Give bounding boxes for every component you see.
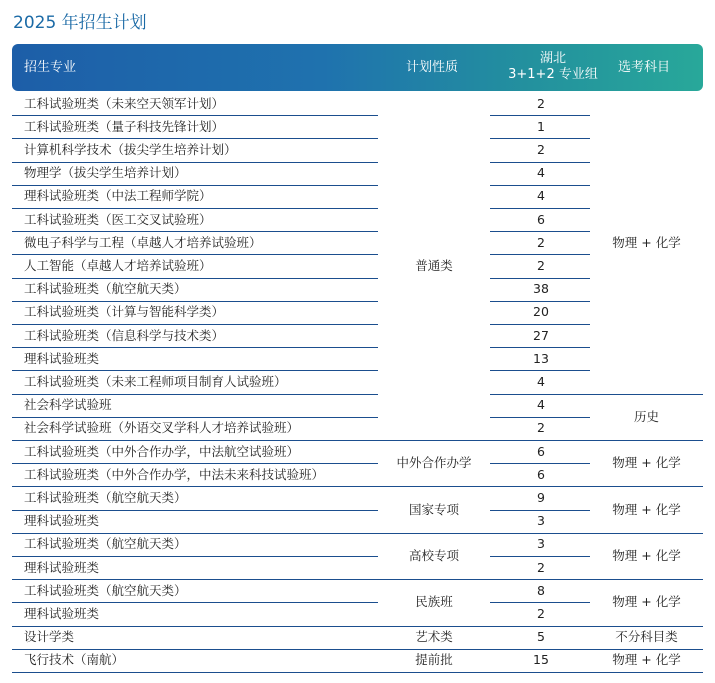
quota-count: 4 bbox=[537, 397, 545, 412]
row-divider bbox=[12, 417, 378, 418]
row-divider bbox=[12, 231, 378, 232]
row-divider bbox=[12, 185, 378, 186]
major-name: 理科试验班类 bbox=[24, 606, 100, 621]
subject-divider bbox=[590, 672, 703, 673]
major-name: 理科试验班类（中法工程师学院） bbox=[24, 188, 212, 203]
quota-count: 4 bbox=[537, 165, 545, 180]
subject-divider bbox=[590, 440, 703, 441]
quota-count: 6 bbox=[537, 212, 545, 227]
count-divider bbox=[490, 417, 590, 418]
count-divider bbox=[490, 649, 590, 650]
count-divider bbox=[490, 208, 590, 209]
quota-count: 3 bbox=[537, 536, 545, 551]
count-divider bbox=[490, 394, 590, 395]
header-major: 招生专业 bbox=[24, 60, 77, 75]
quota-count: 2 bbox=[537, 606, 545, 621]
row-divider bbox=[12, 486, 378, 487]
major-name: 工科试验班类（中外合作办学，中法航空试验班） bbox=[24, 444, 300, 459]
row-divider bbox=[12, 347, 378, 348]
count-divider bbox=[490, 579, 590, 580]
count-divider bbox=[490, 370, 590, 371]
required-subjects: 物理 + 化学 bbox=[612, 455, 681, 470]
major-name: 工科试验班类（量子科技先锋计划） bbox=[24, 119, 225, 134]
major-name: 工科试验班类（航空航天类） bbox=[24, 536, 187, 551]
row-divider bbox=[12, 440, 378, 441]
type-divider bbox=[378, 672, 490, 673]
quota-count: 15 bbox=[533, 652, 549, 667]
row-divider bbox=[12, 278, 378, 279]
count-divider bbox=[490, 254, 590, 255]
quota-count: 2 bbox=[537, 560, 545, 575]
plan-type: 高校专项 bbox=[408, 548, 459, 563]
plan-type: 普通类 bbox=[415, 258, 453, 273]
row-divider bbox=[12, 579, 378, 580]
plan-type: 艺术类 bbox=[415, 629, 453, 644]
quota-count: 5 bbox=[537, 629, 545, 644]
type-divider bbox=[378, 649, 490, 650]
row-divider bbox=[12, 138, 378, 139]
required-subjects: 物理 + 化学 bbox=[612, 548, 681, 563]
quota-count: 4 bbox=[537, 188, 545, 203]
row-divider bbox=[12, 533, 378, 534]
table-header bbox=[12, 44, 703, 91]
count-divider bbox=[490, 115, 590, 116]
required-subjects: 物理 + 化学 bbox=[612, 235, 681, 250]
count-divider bbox=[490, 231, 590, 232]
subject-divider bbox=[590, 486, 703, 487]
type-divider bbox=[378, 440, 490, 441]
quota-count: 4 bbox=[537, 374, 545, 389]
header-hubei-line2: 3+1+2 专业组 bbox=[508, 67, 598, 82]
count-divider bbox=[490, 138, 590, 139]
major-name: 微电子科学与工程（卓越人才培养试验班） bbox=[24, 235, 262, 250]
required-subjects: 物理 + 化学 bbox=[612, 652, 681, 667]
required-subjects: 物理 + 化学 bbox=[612, 502, 681, 517]
quota-count: 2 bbox=[537, 142, 545, 157]
major-name: 物理学（拔尖学生培养计划） bbox=[24, 165, 187, 180]
quota-count: 2 bbox=[537, 235, 545, 250]
count-divider bbox=[490, 440, 590, 441]
major-name: 理科试验班类 bbox=[24, 351, 100, 366]
count-divider bbox=[490, 278, 590, 279]
row-divider bbox=[12, 626, 378, 627]
subject-divider bbox=[590, 394, 703, 395]
type-divider bbox=[378, 579, 490, 580]
major-name: 社会科学试验班 bbox=[24, 397, 112, 412]
quota-count: 6 bbox=[537, 444, 545, 459]
quota-count: 27 bbox=[533, 328, 549, 343]
page-title: 2025 年招生计划 bbox=[13, 13, 147, 33]
count-divider bbox=[490, 185, 590, 186]
major-name: 工科试验班类（航空航天类） bbox=[24, 490, 187, 505]
major-name: 工科试验班类（未来空天领军计划） bbox=[24, 96, 225, 111]
header-hubei-group bbox=[498, 51, 608, 83]
row-divider bbox=[12, 370, 378, 371]
quota-count: 2 bbox=[537, 420, 545, 435]
major-name: 社会科学试验班（外语交叉学科人才培养试验班） bbox=[24, 420, 300, 435]
required-subjects: 不分科目类 bbox=[615, 629, 678, 644]
count-divider bbox=[490, 463, 590, 464]
row-divider bbox=[12, 394, 378, 395]
row-divider bbox=[12, 463, 378, 464]
count-divider bbox=[490, 672, 590, 673]
quota-count: 6 bbox=[537, 467, 545, 482]
type-divider bbox=[378, 486, 490, 487]
count-divider bbox=[490, 324, 590, 325]
subject-divider bbox=[590, 649, 703, 650]
major-name: 工科试验班类（航空航天类） bbox=[24, 583, 187, 598]
quota-count: 3 bbox=[537, 513, 545, 528]
subject-divider bbox=[590, 626, 703, 627]
row-divider bbox=[12, 602, 378, 603]
count-divider bbox=[490, 301, 590, 302]
plan-type: 民族班 bbox=[415, 594, 453, 609]
quota-count: 38 bbox=[533, 281, 549, 296]
quota-count: 9 bbox=[537, 490, 545, 505]
header-subjects: 选考科目 bbox=[618, 60, 671, 75]
plan-type: 国家专项 bbox=[408, 502, 459, 517]
header-plan-type: 计划性质 bbox=[406, 60, 459, 75]
quota-count: 1 bbox=[537, 119, 545, 134]
quota-count: 8 bbox=[537, 583, 545, 598]
row-divider bbox=[12, 301, 378, 302]
count-divider bbox=[490, 347, 590, 348]
count-divider bbox=[490, 162, 590, 163]
count-divider bbox=[490, 533, 590, 534]
subject-divider bbox=[590, 579, 703, 580]
major-name: 工科试验班类（信息科学与技术类） bbox=[24, 328, 225, 343]
row-divider bbox=[12, 115, 378, 116]
count-divider bbox=[490, 626, 590, 627]
row-divider bbox=[12, 672, 378, 673]
major-name: 计算机科学技术（拔尖学生培养计划） bbox=[24, 142, 237, 157]
subject-divider bbox=[590, 533, 703, 534]
major-name: 人工智能（卓越人才培养试验班） bbox=[24, 258, 212, 273]
header-hubei-line1: 湖北 bbox=[539, 51, 566, 66]
row-divider bbox=[12, 162, 378, 163]
major-name: 工科试验班类（中外合作办学，中法未来科技试验班） bbox=[24, 467, 325, 482]
row-divider bbox=[12, 649, 378, 650]
count-divider bbox=[490, 602, 590, 603]
quota-count: 13 bbox=[533, 351, 549, 366]
count-divider bbox=[490, 486, 590, 487]
major-name: 理科试验班类 bbox=[24, 560, 100, 575]
major-name: 工科试验班类（航空航天类） bbox=[24, 281, 187, 296]
quota-count: 2 bbox=[537, 258, 545, 273]
quota-count: 2 bbox=[537, 96, 545, 111]
required-subjects: 物理 + 化学 bbox=[612, 594, 681, 609]
count-divider bbox=[490, 510, 590, 511]
row-divider bbox=[12, 510, 378, 511]
major-name: 工科试验班类（医工交叉试验班） bbox=[24, 212, 212, 227]
major-name: 理科试验班类 bbox=[24, 513, 100, 528]
row-divider bbox=[12, 556, 378, 557]
major-name: 工科试验班类（未来工程师项目制育人试验班） bbox=[24, 374, 287, 389]
row-divider bbox=[12, 254, 378, 255]
major-name: 工科试验班类（计算与智能科学类） bbox=[24, 304, 225, 319]
plan-type: 提前批 bbox=[415, 652, 453, 667]
type-divider bbox=[378, 533, 490, 534]
row-divider bbox=[12, 324, 378, 325]
plan-type: 中外合作办学 bbox=[396, 455, 472, 470]
count-divider bbox=[490, 556, 590, 557]
quota-count: 20 bbox=[533, 304, 549, 319]
major-name: 设计学类 bbox=[24, 629, 75, 644]
major-name: 飞行技术（南航） bbox=[24, 652, 125, 667]
required-subjects: 历史 bbox=[633, 409, 659, 424]
type-divider bbox=[378, 626, 490, 627]
row-divider bbox=[12, 208, 378, 209]
